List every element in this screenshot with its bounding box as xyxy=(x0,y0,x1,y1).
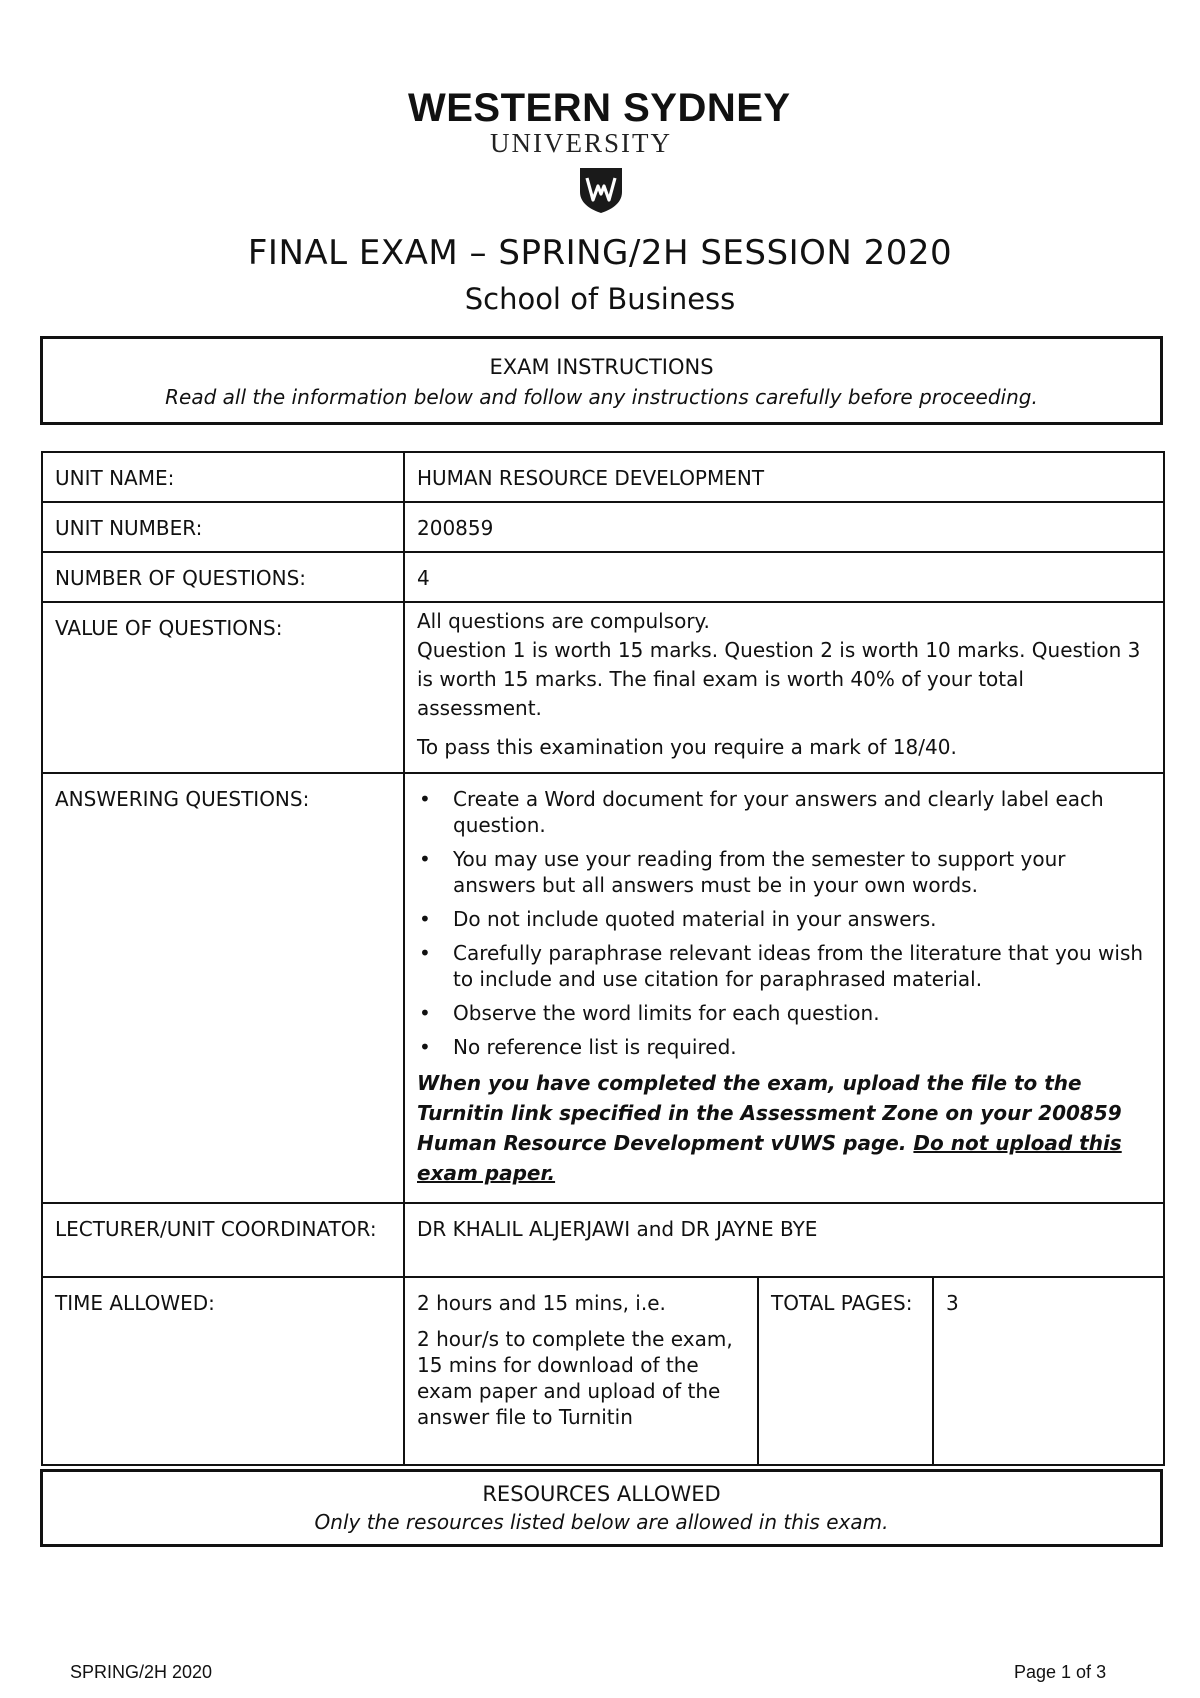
w-shield-icon xyxy=(578,166,624,214)
value-line-2: Question 1 is worth 15 marks. Question 2 is worth 10 marks. Question 3 is worth 15 marks. The final exam is worth 40% of your total assessment. xyxy=(417,638,1141,720)
time-line-2: 2 hour/s to complete the exam, 15 mins for download of the exam paper and upload of the answer file to Turnitin xyxy=(417,1327,733,1429)
upload-warning xyxy=(417,1068,1151,1188)
exam-info-table xyxy=(41,451,1165,1466)
footer-session: SPRING/2H 2020 xyxy=(70,1662,213,1682)
unit-name-label: UNIT NAME: xyxy=(42,452,404,502)
table-row xyxy=(42,552,1164,602)
table-row xyxy=(42,452,1164,502)
resources-allowed-box xyxy=(40,1469,1163,1547)
time-pages-table xyxy=(405,1278,1163,1464)
table-row xyxy=(42,1203,1164,1277)
value-line-3: To pass this examination you require a mark of 18/40. xyxy=(417,735,957,759)
footer-page-number: Page 1 of 3 xyxy=(1014,1662,1107,1682)
answering-questions-label: ANSWERING QUESTIONS: xyxy=(42,773,404,1203)
resources-text: Only the resources listed below are allowed in this exam. xyxy=(314,1510,889,1534)
unit-number-label: UNIT NUMBER: xyxy=(42,502,404,552)
time-line-1: 2 hours and 15 mins, i.e. xyxy=(417,1291,666,1315)
resources-heading: RESOURCES ALLOWED xyxy=(482,1482,721,1506)
logo-line-2: UNIVERSITY xyxy=(490,128,672,158)
unit-number-value: 200859 xyxy=(404,502,1164,552)
lecturer-label: LECTURER/UNIT COORDINATOR: xyxy=(42,1203,404,1277)
table-row xyxy=(42,1277,1164,1465)
table-row xyxy=(42,773,1164,1203)
list-item: • Observe the word limits for each question. xyxy=(417,1000,1151,1026)
exam-instructions-box xyxy=(40,336,1163,425)
upload-warning-text: When you have completed the exam, upload the file to the Turnitin link specified in the Assessment Zone on your 200859 Human Resource Development vUWS page. xyxy=(417,1071,1122,1155)
num-questions-value: 4 xyxy=(404,552,1164,602)
school-name: School of Business xyxy=(464,282,736,316)
instructions-text: Read all the information below and follow any instructions carefully before proceeding. xyxy=(165,385,1038,409)
num-questions-label: NUMBER OF QUESTIONS: xyxy=(42,552,404,602)
list-item: • No reference list is required. xyxy=(417,1034,1151,1060)
table-row xyxy=(42,502,1164,552)
upload-warning-underlined: Do not upload this exam paper. xyxy=(417,1131,1122,1185)
value-questions-label: VALUE OF QUESTIONS: xyxy=(42,602,404,773)
answering-questions-cell xyxy=(404,773,1164,1203)
value-line-1: All questions are compulsory. xyxy=(417,609,710,633)
unit-name-value: HUMAN RESOURCE DEVELOPMENT xyxy=(404,452,1164,502)
time-allowed-value xyxy=(405,1278,758,1464)
time-allowed-label: TIME ALLOWED: xyxy=(42,1277,404,1465)
value-questions-cell xyxy=(404,602,1164,773)
list-item: • Do not include quoted material in your answers. xyxy=(417,906,1151,932)
list-item: • Carefully paraphrase relevant ideas from the literature that you wish to include and use citation for paraphrased material. xyxy=(417,940,1151,992)
list-item: • Create a Word document for your answers and clearly label each question. xyxy=(417,786,1151,838)
total-pages-value: 3 xyxy=(946,1291,959,1315)
instructions-heading: EXAM INSTRUCTIONS xyxy=(489,355,714,379)
answering-bullet-list xyxy=(417,786,1151,1060)
exam-title: FINAL EXAM – SPRING/2H SESSION 2020 xyxy=(247,233,953,273)
table-row xyxy=(42,602,1164,773)
list-item: • You may use your reading from the semester to support your answers but all answers must be in your own words. xyxy=(417,846,1151,898)
university-logo xyxy=(400,86,805,226)
total-pages-label: TOTAL PAGES: xyxy=(758,1278,933,1464)
logo-line-1: WESTERN SYDNEY xyxy=(408,86,791,130)
time-pages-cell xyxy=(404,1277,1164,1465)
lecturer-value: DR KHALIL ALJERJAWI and DR JAYNE BYE xyxy=(404,1203,1164,1277)
